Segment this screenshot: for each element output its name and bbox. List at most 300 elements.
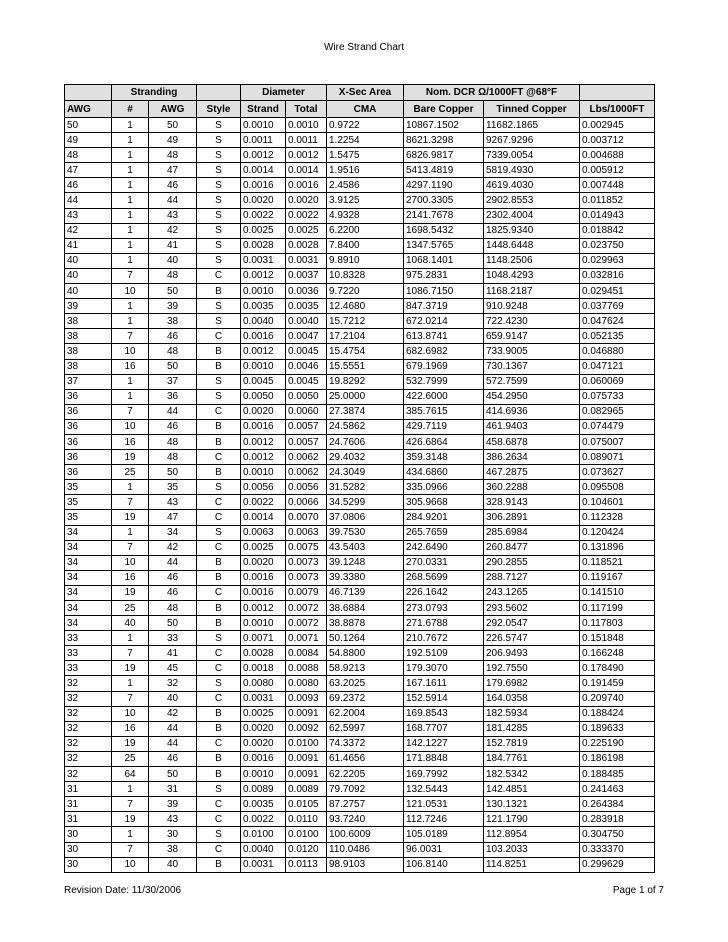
cell-strand-awg: 46 <box>149 419 197 434</box>
cell-style: B <box>197 721 241 736</box>
table-row <box>65 540 655 555</box>
cell-awg: 30 <box>65 842 112 857</box>
cell-strand-awg: 35 <box>149 480 197 495</box>
cell-tinned-copper: 572.7599 <box>484 374 580 389</box>
cell-lbs-per-1000ft: 0.118521 <box>580 555 655 570</box>
cell-awg: 36 <box>65 434 112 449</box>
cell-cma: 31.5282 <box>327 480 404 495</box>
cell-style: S <box>197 631 241 646</box>
cell-tinned-copper: 290.2855 <box>484 555 580 570</box>
cell-awg: 47 <box>65 163 112 178</box>
cell-bare-copper: 1347.5765 <box>404 238 484 253</box>
cell-bare-copper: 2141.7678 <box>404 208 484 223</box>
cell-bare-copper: 1698.5432 <box>404 223 484 238</box>
cell-strand-count: 7 <box>112 691 149 706</box>
column-header-strand-awg: AWG <box>149 101 197 118</box>
cell-cma: 43.5403 <box>327 540 404 555</box>
cell-strand-count: 10 <box>112 857 149 872</box>
cell-awg: 31 <box>65 797 112 812</box>
cell-strand-awg: 47 <box>149 510 197 525</box>
cell-cma: 9.8910 <box>327 253 404 268</box>
cell-cma: 87.2757 <box>327 797 404 812</box>
cell-lbs-per-1000ft: 0.117803 <box>580 616 655 631</box>
cell-awg: 36 <box>65 389 112 404</box>
cell-total-diameter: 0.0079 <box>286 585 327 600</box>
cell-style: B <box>197 419 241 434</box>
cell-bare-copper: 105.0189 <box>404 827 484 842</box>
cell-strand-diameter: 0.0028 <box>241 238 286 253</box>
cell-tinned-copper: 5819.4930 <box>484 163 580 178</box>
cell-strand-count: 1 <box>112 178 149 193</box>
page-number: Page 1 of 7 <box>612 885 664 896</box>
cell-strand-awg: 32 <box>149 676 197 691</box>
cell-style: C <box>197 797 241 812</box>
cell-strand-diameter: 0.0100 <box>241 827 286 842</box>
table-row <box>65 238 655 253</box>
table-row <box>65 299 655 314</box>
cell-style: B <box>197 767 241 782</box>
cell-strand-awg: 50 <box>149 767 197 782</box>
cell-strand-diameter: 0.0012 <box>241 344 286 359</box>
table-row <box>65 601 655 616</box>
cell-style: S <box>197 782 241 797</box>
table-row <box>65 721 655 736</box>
cell-total-diameter: 0.0047 <box>286 329 327 344</box>
cell-bare-copper: 106.8140 <box>404 857 484 872</box>
cell-style: S <box>197 253 241 268</box>
cell-bare-copper: 168.7707 <box>404 721 484 736</box>
table-row <box>65 465 655 480</box>
cell-bare-copper: 6826.9817 <box>404 148 484 163</box>
cell-total-diameter: 0.0091 <box>286 767 327 782</box>
cell-style: C <box>197 646 241 661</box>
cell-lbs-per-1000ft: 0.047121 <box>580 359 655 374</box>
cell-style: B <box>197 601 241 616</box>
table-row <box>65 555 655 570</box>
cell-strand-awg: 48 <box>149 344 197 359</box>
cell-lbs-per-1000ft: 0.299629 <box>580 857 655 872</box>
cell-awg: 35 <box>65 510 112 525</box>
table-row <box>65 857 655 872</box>
cell-strand-awg: 50 <box>149 118 197 133</box>
cell-total-diameter: 0.0020 <box>286 193 327 208</box>
cell-total-diameter: 0.0056 <box>286 480 327 495</box>
cell-style: S <box>197 827 241 842</box>
cell-lbs-per-1000ft: 0.264384 <box>580 797 655 812</box>
cell-style: B <box>197 751 241 766</box>
cell-tinned-copper: 458.6878 <box>484 434 580 449</box>
cell-style: C <box>197 495 241 510</box>
cell-strand-awg: 43 <box>149 495 197 510</box>
cell-cma: 39.3380 <box>327 570 404 585</box>
cell-strand-count: 7 <box>112 268 149 283</box>
cell-style: C <box>197 540 241 555</box>
cell-bare-copper: 305.9668 <box>404 495 484 510</box>
cell-strand-awg: 41 <box>149 646 197 661</box>
cell-bare-copper: 335.0966 <box>404 480 484 495</box>
cell-cma: 54.8800 <box>327 646 404 661</box>
table-row <box>65 842 655 857</box>
cell-strand-count: 1 <box>112 827 149 842</box>
cell-bare-copper: 682.6982 <box>404 344 484 359</box>
cell-tinned-copper: 103.2033 <box>484 842 580 857</box>
cell-style: B <box>197 706 241 721</box>
cell-strand-awg: 40 <box>149 253 197 268</box>
cell-strand-diameter: 0.0010 <box>241 767 286 782</box>
cell-awg: 35 <box>65 480 112 495</box>
cell-cma: 38.8878 <box>327 616 404 631</box>
table-row <box>65 359 655 374</box>
cell-bare-copper: 10867.1502 <box>404 118 484 133</box>
cell-tinned-copper: 9267.9296 <box>484 133 580 148</box>
cell-bare-copper: 96.0031 <box>404 842 484 857</box>
cell-strand-diameter: 0.0080 <box>241 676 286 691</box>
cell-cma: 7.8400 <box>327 238 404 253</box>
cell-strand-diameter: 0.0031 <box>241 691 286 706</box>
cell-style: C <box>197 585 241 600</box>
table-row <box>65 782 655 797</box>
cell-lbs-per-1000ft: 0.188424 <box>580 706 655 721</box>
cell-cma: 24.7606 <box>327 434 404 449</box>
cell-strand-diameter: 0.0011 <box>241 133 286 148</box>
cell-cma: 100.6009 <box>327 827 404 842</box>
cell-awg: 40 <box>65 253 112 268</box>
cell-tinned-copper: 293.5602 <box>484 601 580 616</box>
column-header-style: Style <box>197 101 241 118</box>
cell-awg: 32 <box>65 706 112 721</box>
cell-total-diameter: 0.0075 <box>286 540 327 555</box>
cell-awg: 32 <box>65 767 112 782</box>
cell-strand-awg: 47 <box>149 163 197 178</box>
cell-strand-diameter: 0.0020 <box>241 193 286 208</box>
cell-awg: 34 <box>65 570 112 585</box>
cell-strand-diameter: 0.0012 <box>241 148 286 163</box>
cell-strand-count: 1 <box>112 133 149 148</box>
table-row <box>65 253 655 268</box>
cell-strand-count: 1 <box>112 118 149 133</box>
cell-strand-awg: 46 <box>149 585 197 600</box>
cell-cma: 39.7530 <box>327 525 404 540</box>
cell-strand-diameter: 0.0020 <box>241 736 286 751</box>
cell-total-diameter: 0.0012 <box>286 148 327 163</box>
cell-cma: 12.4680 <box>327 299 404 314</box>
cell-strand-awg: 37 <box>149 374 197 389</box>
cell-awg: 50 <box>65 118 112 133</box>
cell-lbs-per-1000ft: 0.046880 <box>580 344 655 359</box>
cell-cma: 39.1248 <box>327 555 404 570</box>
cell-lbs-per-1000ft: 0.089071 <box>580 450 655 465</box>
cell-strand-diameter: 0.0016 <box>241 178 286 193</box>
cell-strand-awg: 48 <box>149 268 197 283</box>
cell-style: B <box>197 434 241 449</box>
cell-tinned-copper: 182.5934 <box>484 706 580 721</box>
cell-awg: 34 <box>65 601 112 616</box>
cell-bare-copper: 242.6490 <box>404 540 484 555</box>
cell-strand-count: 1 <box>112 374 149 389</box>
cell-awg: 38 <box>65 329 112 344</box>
cell-awg: 30 <box>65 857 112 872</box>
cell-bare-copper: 434.6860 <box>404 465 484 480</box>
cell-cma: 25.0000 <box>327 389 404 404</box>
cell-total-diameter: 0.0072 <box>286 601 327 616</box>
cell-strand-count: 1 <box>112 299 149 314</box>
cell-tinned-copper: 181.4285 <box>484 721 580 736</box>
cell-tinned-copper: 1448.6448 <box>484 238 580 253</box>
cell-strand-count: 7 <box>112 842 149 857</box>
cell-style: S <box>197 148 241 163</box>
cell-awg: 34 <box>65 540 112 555</box>
cell-style: S <box>197 118 241 133</box>
cell-strand-count: 7 <box>112 797 149 812</box>
table-row <box>65 691 655 706</box>
cell-bare-copper: 429.7119 <box>404 419 484 434</box>
cell-total-diameter: 0.0010 <box>286 118 327 133</box>
cell-cma: 79.7092 <box>327 782 404 797</box>
cell-total-diameter: 0.0084 <box>286 646 327 661</box>
cell-awg: 32 <box>65 736 112 751</box>
cell-strand-count: 25 <box>112 465 149 480</box>
cell-strand-awg: 42 <box>149 223 197 238</box>
table-row <box>65 812 655 827</box>
cell-awg: 39 <box>65 299 112 314</box>
cell-total-diameter: 0.0092 <box>286 721 327 736</box>
cell-cma: 38.6884 <box>327 601 404 616</box>
cell-bare-copper: 167.1611 <box>404 676 484 691</box>
cell-strand-awg: 44 <box>149 736 197 751</box>
cell-lbs-per-1000ft: 0.225190 <box>580 736 655 751</box>
cell-strand-count: 16 <box>112 570 149 585</box>
cell-strand-diameter: 0.0012 <box>241 268 286 283</box>
cell-strand-diameter: 0.0020 <box>241 404 286 419</box>
cell-strand-count: 7 <box>112 329 149 344</box>
cell-awg: 32 <box>65 676 112 691</box>
cell-strand-awg: 48 <box>149 434 197 449</box>
cell-tinned-copper: 182.5342 <box>484 767 580 782</box>
cell-tinned-copper: 1168.2187 <box>484 284 580 299</box>
cell-total-diameter: 0.0022 <box>286 208 327 223</box>
cell-awg: 37 <box>65 374 112 389</box>
cell-strand-count: 1 <box>112 223 149 238</box>
cell-style: S <box>197 374 241 389</box>
cell-tinned-copper: 910.9248 <box>484 299 580 314</box>
cell-strand-awg: 50 <box>149 465 197 480</box>
cell-style: C <box>197 510 241 525</box>
cell-strand-diameter: 0.0025 <box>241 223 286 238</box>
cell-strand-awg: 49 <box>149 133 197 148</box>
cell-tinned-copper: 7339.0054 <box>484 148 580 163</box>
cell-lbs-per-1000ft: 0.082965 <box>580 404 655 419</box>
cell-bare-copper: 359.3148 <box>404 450 484 465</box>
cell-tinned-copper: 179.6982 <box>484 676 580 691</box>
cell-lbs-per-1000ft: 0.120424 <box>580 525 655 540</box>
cell-awg: 36 <box>65 419 112 434</box>
cell-tinned-copper: 722.4230 <box>484 314 580 329</box>
cell-lbs-per-1000ft: 0.037769 <box>580 299 655 314</box>
cell-lbs-per-1000ft: 0.003712 <box>580 133 655 148</box>
cell-lbs-per-1000ft: 0.047624 <box>580 314 655 329</box>
cell-strand-diameter: 0.0012 <box>241 601 286 616</box>
cell-tinned-copper: 121.1790 <box>484 812 580 827</box>
cell-total-diameter: 0.0070 <box>286 510 327 525</box>
cell-cma: 46.7139 <box>327 585 404 600</box>
cell-lbs-per-1000ft: 0.052135 <box>580 329 655 344</box>
cell-lbs-per-1000ft: 0.304750 <box>580 827 655 842</box>
cell-lbs-per-1000ft: 0.178490 <box>580 661 655 676</box>
cell-total-diameter: 0.0073 <box>286 555 327 570</box>
cell-strand-diameter: 0.0071 <box>241 631 286 646</box>
table-row <box>65 344 655 359</box>
table-row <box>65 525 655 540</box>
cell-bare-copper: 8621.3298 <box>404 133 484 148</box>
cell-bare-copper: 171.8848 <box>404 751 484 766</box>
cell-awg: 34 <box>65 585 112 600</box>
cell-strand-diameter: 0.0022 <box>241 495 286 510</box>
cell-strand-count: 10 <box>112 419 149 434</box>
cell-strand-awg: 50 <box>149 284 197 299</box>
cell-tinned-copper: 130.1321 <box>484 797 580 812</box>
cell-total-diameter: 0.0091 <box>286 706 327 721</box>
cell-awg: 33 <box>65 661 112 676</box>
cell-tinned-copper: 1825.9340 <box>484 223 580 238</box>
cell-style: S <box>197 133 241 148</box>
cell-cma: 29.4032 <box>327 450 404 465</box>
cell-total-diameter: 0.0016 <box>286 178 327 193</box>
column-header-lbs-per-1000ft: Lbs/1000FT <box>580 101 655 118</box>
cell-strand-diameter: 0.0010 <box>241 118 286 133</box>
cell-strand-diameter: 0.0020 <box>241 721 286 736</box>
cell-style: S <box>197 193 241 208</box>
revision-date: Revision Date: 11/30/2006 <box>64 885 182 896</box>
cell-strand-diameter: 0.0018 <box>241 661 286 676</box>
cell-awg: 44 <box>65 193 112 208</box>
column-header-strand-count: # <box>112 101 149 118</box>
cell-total-diameter: 0.0062 <box>286 450 327 465</box>
cell-strand-count: 19 <box>112 450 149 465</box>
cell-cma: 62.5997 <box>327 721 404 736</box>
cell-style: C <box>197 691 241 706</box>
cell-bare-copper: 975.2831 <box>404 268 484 283</box>
cell-tinned-copper: 4619.4030 <box>484 178 580 193</box>
cell-strand-diameter: 0.0016 <box>241 419 286 434</box>
table-row <box>65 585 655 600</box>
cell-cma: 24.3049 <box>327 465 404 480</box>
cell-style: S <box>197 208 241 223</box>
cell-cma: 24.5862 <box>327 419 404 434</box>
cell-lbs-per-1000ft: 0.119167 <box>580 570 655 585</box>
cell-cma: 6.2200 <box>327 223 404 238</box>
cell-total-diameter: 0.0105 <box>286 797 327 812</box>
header-dcr: Nom. DCR Ω/1000FT @68°F <box>404 85 580 101</box>
cell-bare-copper: 112.7246 <box>404 812 484 827</box>
cell-lbs-per-1000ft: 0.166248 <box>580 646 655 661</box>
cell-total-diameter: 0.0100 <box>286 736 327 751</box>
cell-style: B <box>197 465 241 480</box>
cell-total-diameter: 0.0073 <box>286 570 327 585</box>
cell-bare-copper: 532.7999 <box>404 374 484 389</box>
cell-style: C <box>197 736 241 751</box>
cell-bare-copper: 385.7615 <box>404 404 484 419</box>
cell-strand-diameter: 0.0016 <box>241 570 286 585</box>
header-stranding: Stranding <box>112 85 197 101</box>
cell-bare-copper: 265.7659 <box>404 525 484 540</box>
cell-tinned-copper: 11682.1865 <box>484 118 580 133</box>
table-row <box>65 676 655 691</box>
cell-strand-count: 10 <box>112 284 149 299</box>
cell-strand-awg: 30 <box>149 827 197 842</box>
cell-strand-awg: 39 <box>149 797 197 812</box>
cell-lbs-per-1000ft: 0.074479 <box>580 419 655 434</box>
cell-tinned-copper: 2902.8553 <box>484 193 580 208</box>
cell-lbs-per-1000ft: 0.005912 <box>580 163 655 178</box>
cell-awg: 49 <box>65 133 112 148</box>
cell-total-diameter: 0.0091 <box>286 751 327 766</box>
cell-lbs-per-1000ft: 0.075733 <box>580 389 655 404</box>
cell-cma: 62.2205 <box>327 767 404 782</box>
cell-lbs-per-1000ft: 0.073627 <box>580 465 655 480</box>
cell-strand-awg: 42 <box>149 540 197 555</box>
cell-strand-awg: 38 <box>149 314 197 329</box>
cell-style: B <box>197 555 241 570</box>
cell-strand-diameter: 0.0014 <box>241 510 286 525</box>
cell-total-diameter: 0.0035 <box>286 299 327 314</box>
cell-strand-diameter: 0.0035 <box>241 797 286 812</box>
cell-tinned-copper: 386.2634 <box>484 450 580 465</box>
cell-bare-copper: 284.9201 <box>404 510 484 525</box>
cell-cma: 10.8328 <box>327 268 404 283</box>
cell-tinned-copper: 733.9005 <box>484 344 580 359</box>
cell-strand-count: 1 <box>112 525 149 540</box>
cell-strand-diameter: 0.0040 <box>241 842 286 857</box>
cell-tinned-copper: 152.7819 <box>484 736 580 751</box>
cell-strand-awg: 48 <box>149 450 197 465</box>
cell-total-diameter: 0.0028 <box>286 238 327 253</box>
cell-awg: 36 <box>65 404 112 419</box>
cell-lbs-per-1000ft: 0.018842 <box>580 223 655 238</box>
cell-tinned-copper: 414.6936 <box>484 404 580 419</box>
cell-tinned-copper: 112.8954 <box>484 827 580 842</box>
cell-strand-count: 1 <box>112 208 149 223</box>
cell-strand-diameter: 0.0035 <box>241 299 286 314</box>
cell-strand-diameter: 0.0022 <box>241 812 286 827</box>
cell-tinned-copper: 285.6984 <box>484 525 580 540</box>
cell-tinned-copper: 260.8477 <box>484 540 580 555</box>
cell-cma: 17.2104 <box>327 329 404 344</box>
cell-strand-count: 1 <box>112 631 149 646</box>
cell-tinned-copper: 454.2950 <box>484 389 580 404</box>
cell-strand-diameter: 0.0025 <box>241 706 286 721</box>
cell-style: C <box>197 268 241 283</box>
document-title: Wire Strand Chart <box>323 42 405 53</box>
cell-strand-awg: 31 <box>149 782 197 797</box>
cell-strand-count: 1 <box>112 253 149 268</box>
cell-strand-diameter: 0.0016 <box>241 585 286 600</box>
cell-total-diameter: 0.0045 <box>286 374 327 389</box>
cell-bare-copper: 5413.4819 <box>404 163 484 178</box>
cell-strand-count: 19 <box>112 812 149 827</box>
cell-cma: 37.0806 <box>327 510 404 525</box>
table-row <box>65 480 655 495</box>
cell-style: S <box>197 223 241 238</box>
cell-bare-copper: 179.3070 <box>404 661 484 676</box>
cell-total-diameter: 0.0011 <box>286 133 327 148</box>
cell-style: S <box>197 163 241 178</box>
cell-tinned-copper: 164.0358 <box>484 691 580 706</box>
cell-strand-diameter: 0.0045 <box>241 374 286 389</box>
cell-total-diameter: 0.0113 <box>286 857 327 872</box>
cell-strand-count: 1 <box>112 389 149 404</box>
cell-tinned-copper: 226.5747 <box>484 631 580 646</box>
cell-lbs-per-1000ft: 0.188485 <box>580 767 655 782</box>
